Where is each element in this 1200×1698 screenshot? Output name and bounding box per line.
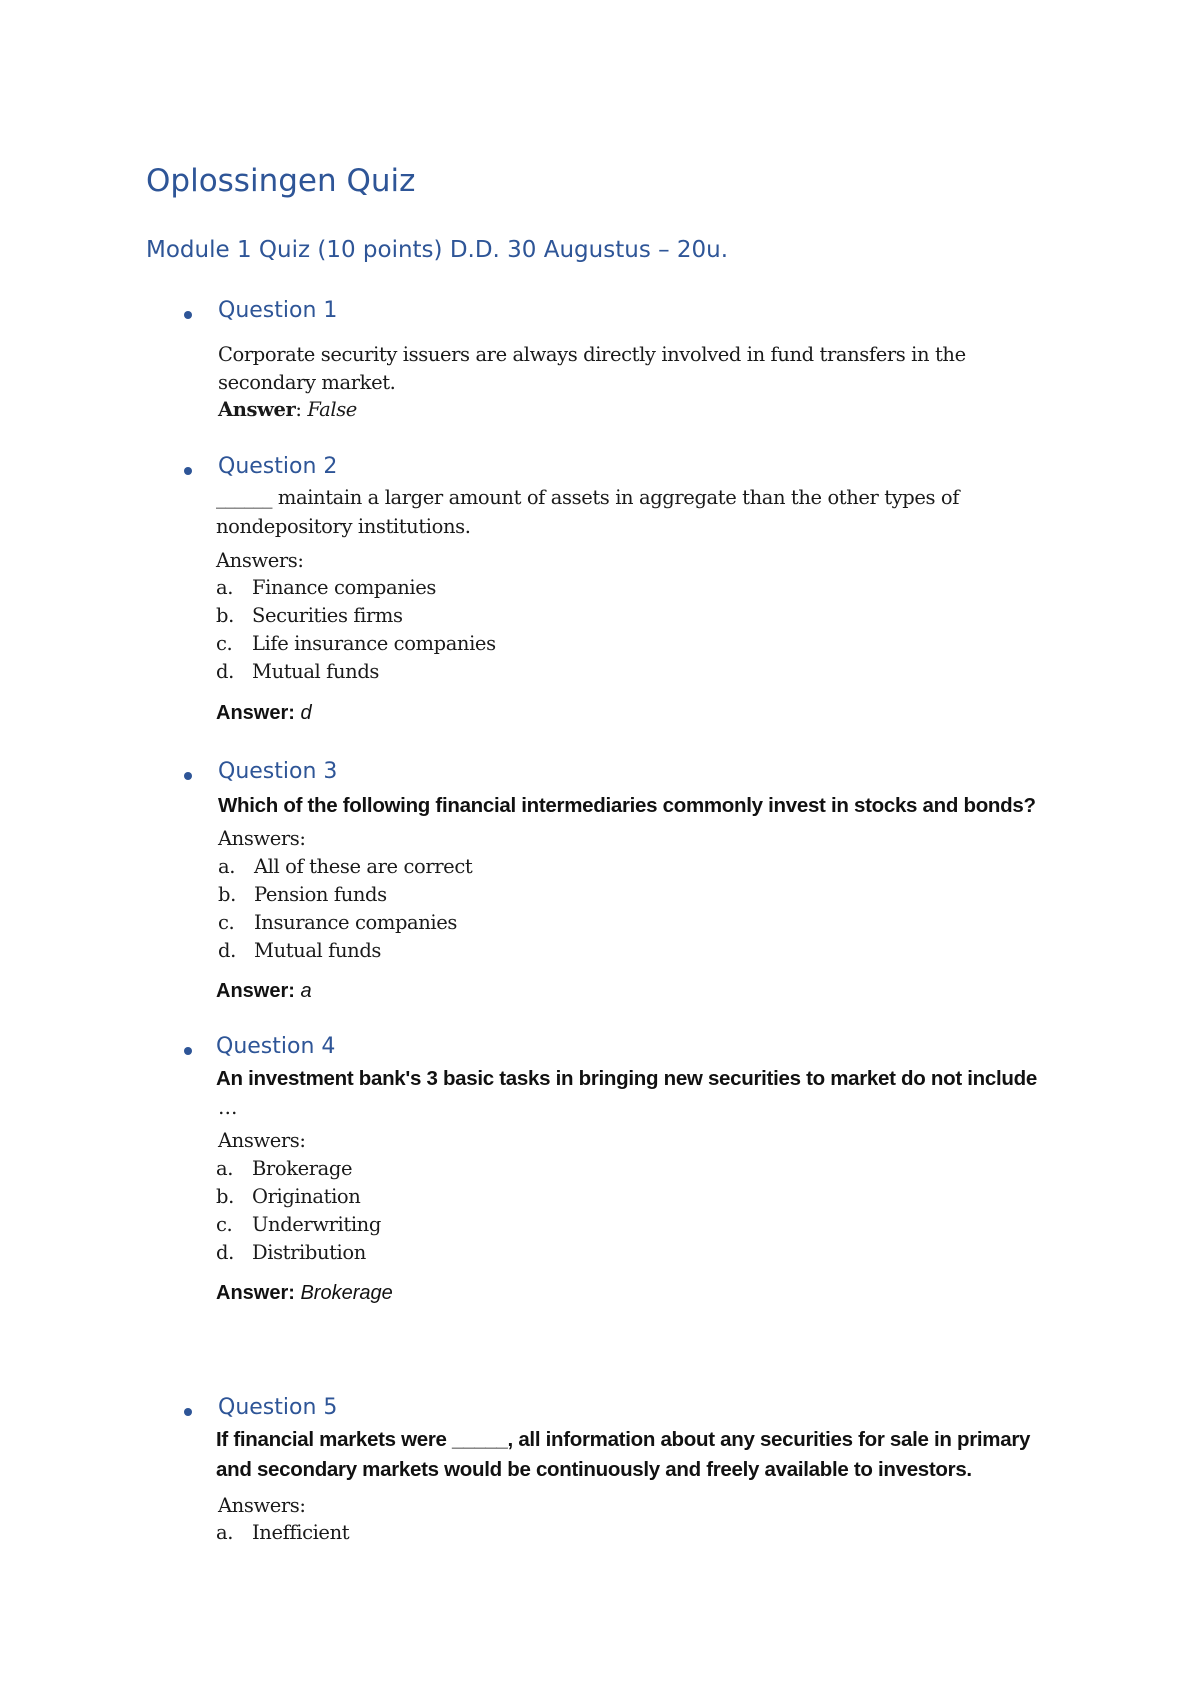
question-3-option-c: c. Insurance companies: [218, 911, 457, 934]
question-3-heading: Question 3: [218, 759, 338, 784]
question-5-answers-label: Answers:: [218, 1494, 306, 1517]
document-title: Oplossingen Quiz: [146, 163, 416, 199]
question-1-answer: [218, 398, 357, 421]
question-2-answer: [216, 702, 312, 725]
question-5-text-line-2: and secondary markets would be continuously and freely available to investors.: [216, 1458, 972, 1481]
question-2-option-b: b. Securities firms: [216, 604, 403, 627]
answer-value: d: [300, 702, 312, 724]
question-5-option-a: a. Inefficient: [216, 1521, 350, 1544]
bullet-icon: [184, 311, 192, 319]
question-2-heading: Question 2: [218, 454, 338, 479]
question-2-option-a: a. Finance companies: [216, 576, 436, 599]
bullet-icon: [184, 1047, 192, 1055]
answer-label: Answer: [218, 398, 296, 421]
question-3-option-a: a. All of these are correct: [218, 855, 473, 878]
module-heading: Module 1 Quiz (10 points) D.D. 30 Augustus – 20u.: [146, 237, 729, 263]
question-4-option-c: c. Underwriting: [216, 1213, 381, 1236]
question-4-option-b: b. Origination: [216, 1185, 361, 1208]
question-2-answers-label: Answers:: [216, 549, 304, 572]
question-4-answer: [216, 1282, 393, 1305]
answer-label: Answer:: [216, 1282, 295, 1304]
answer-value: False: [307, 398, 357, 421]
answer-value: a: [300, 980, 312, 1002]
answer-value: Brokerage: [300, 1282, 393, 1304]
question-1-text-line-1: Corporate security issuers are always directly involved in fund transfers in the: [218, 343, 966, 366]
question-5-text-line-1: If financial markets were _____, all information about any securities for sale in primary: [216, 1428, 1031, 1451]
question-2-text-line-2: nondepository institutions.: [216, 515, 471, 538]
question-3-option-d: d. Mutual funds: [218, 939, 382, 962]
question-4-heading: Question 4: [216, 1034, 336, 1059]
question-4-text-line-1: An investment bank's 3 basic tasks in bringing new securities to market do not include: [216, 1067, 1037, 1090]
question-4-option-a: a. Brokerage: [216, 1157, 353, 1180]
bullet-icon: [184, 772, 192, 780]
bullet-icon: [184, 467, 192, 475]
answer-separator: :: [295, 398, 308, 421]
question-5-heading: Question 5: [218, 1395, 338, 1420]
question-2-text-line-1: ______ maintain a larger amount of assets in aggregate than the other types of: [216, 486, 960, 509]
question-4-answers-label: Answers:: [218, 1129, 306, 1152]
question-3-option-b: b. Pension funds: [218, 883, 387, 906]
question-3-answer: [216, 980, 312, 1003]
question-2-option-d: d. Mutual funds: [216, 660, 380, 683]
question-3-text: Which of the following financial intermediaries commonly invest in stocks and bonds?: [218, 794, 1036, 817]
bullet-icon: [184, 1408, 192, 1416]
question-4-option-d: d. Distribution: [216, 1241, 366, 1264]
question-2-option-c: c. Life insurance companies: [216, 632, 496, 655]
question-3-answers-label: Answers:: [218, 827, 306, 850]
answer-label: Answer:: [216, 702, 295, 724]
answer-label: Answer:: [216, 980, 295, 1002]
question-4-text-line-2: …: [218, 1096, 238, 1119]
question-1-heading: Question 1: [218, 298, 338, 323]
question-1-text-line-2: secondary market.: [218, 371, 396, 394]
